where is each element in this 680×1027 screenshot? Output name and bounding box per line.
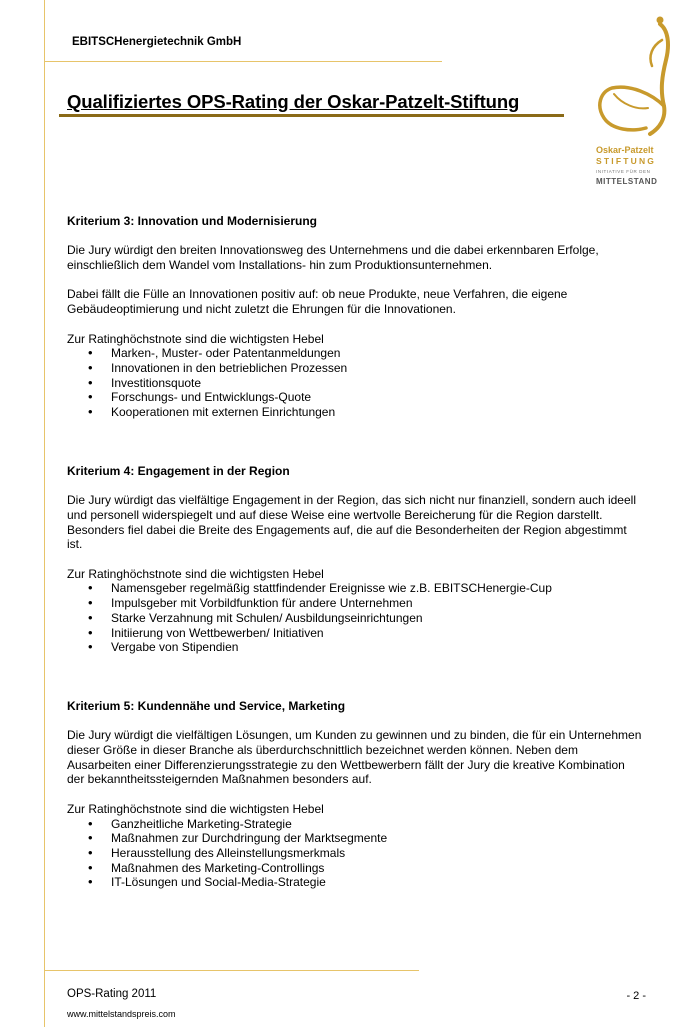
footer-title: OPS-Rating 2011 (67, 988, 157, 1000)
lever-intro: Zur Ratinghöchstnote sind die wichtigsten Hebel (67, 566, 324, 581)
logo-text-mittelstand: MITTELSTAND (596, 177, 658, 186)
paragraph: Dabei fällt die Fülle an Innovationen positiv auf: ob neue Produkte, neue Verfahren, die eigene Gebäudeoptimierung und nicht zuletzt die Ehrungen für die Innovationen. (67, 287, 568, 317)
list-item: • Innovationen in den betrieblichen Prozessen (67, 361, 642, 376)
list-item: • Impulsgeber mit Vorbildfunktion für andere Unternehmen (67, 596, 642, 611)
lever-list (67, 346, 642, 420)
list-item: • Herausstellung des Alleinstellungsmerkmals (67, 846, 642, 861)
page-title: Qualifiziertes OPS-Rating der Oskar-Patzelt-Stiftung (67, 91, 520, 112)
page-number: - 2 - (626, 990, 646, 1002)
section-spacer (67, 420, 642, 464)
list-item: • Maßnahmen zur Durchdringung der Marktsegmente (67, 831, 642, 846)
list-item: • IT-Lösungen und Social-Media-Strategie (67, 875, 642, 890)
lever-list (67, 581, 642, 655)
company-name: EBITSCHenergietechnik GmbH (72, 36, 242, 48)
oskar-patzelt-logo-figure (590, 10, 680, 195)
logo-text-stiftung: STIFTUNG (596, 156, 657, 166)
header-rule (44, 61, 442, 62)
criterion-4 (67, 464, 642, 655)
list-item: • Maßnahmen des Marketing-Controllings (67, 861, 642, 876)
list-item: • Kooperationen mit externen Einrichtungen (67, 405, 642, 420)
list-item: • Marken-, Muster- oder Patentanmeldungen (67, 346, 642, 361)
list-item: • Forschungs- und Entwicklungs-Quote (67, 390, 642, 405)
document-body (67, 214, 642, 890)
criterion-3 (67, 214, 642, 420)
lever-list (67, 817, 642, 891)
logo-text-initiative: INITIATIVE FÜR DEN (596, 169, 651, 174)
criterion-heading: Kriterium 3: Innovation und Modernisierung (67, 214, 318, 228)
criterion-heading: Kriterium 5: Kundennähe und Service, Marketing (67, 698, 346, 713)
paragraph: Die Jury würdigt den breiten Innovationsweg des Unternehmens und die dabei erkennbaren Erfolge, einschließlich dem Wandel vom Installations- hin zum Produktionsunternehmen. (67, 243, 599, 273)
list-item: • Investitionsquote (67, 376, 642, 391)
list-item: • Ganzheitliche Marketing-Strategie (67, 817, 642, 832)
lever-intro: Zur Ratinghöchstnote sind die wichtigsten Hebel (67, 801, 324, 816)
title-underline-rule (59, 114, 564, 117)
section-spacer (67, 655, 642, 699)
left-margin-rule (44, 0, 45, 1027)
paragraph: Die Jury würdigt das vielfältige Engagement in der Region, das sich nicht nur finanziell, sondern auch ideell und personell widerspiegelt und auf diese Weise eine wertvolle Bereicherung für die Region darstellt. Besonders fiel dabei die Breite des Engagements auf, die auf die Besonderheiten der Region abgestimmt ist. (67, 493, 636, 552)
list-item: • Initiierung von Wettbewerben/ Initiativen (67, 626, 642, 641)
list-item: • Namensgeber regelmäßig stattfindender Ereignisse wie z.B. EBITSCHenergie-Cup (67, 581, 642, 596)
criterion-5 (67, 699, 642, 890)
list-item: • Starke Verzahnung mit Schulen/ Ausbildungseinrichtungen (67, 611, 642, 626)
criterion-heading: Kriterium 4: Engagement in der Region (67, 463, 290, 478)
logo-text-oskar-patzelt: Oskar-Patzelt (596, 145, 654, 155)
footer-rule (44, 970, 419, 971)
lever-intro: Zur Ratinghöchstnote sind die wichtigsten Hebel (67, 331, 324, 346)
footer-url: www.mittelstandspreis.com (67, 1009, 176, 1019)
list-item: • Vergabe von Stipendien (67, 640, 642, 655)
paragraph: Die Jury würdigt die vielfältigen Lösungen, um Kunden zu gewinnen und zu binden, die für ein Unternehmen dieser Größe in dieser Branche als überdurchschnittlich bezeichnet werden können. Neben dem Ausarbeiten einer Differenzierungsstrategie zu den Wettbewerbern fällt der Jury die kreative Kombination der bekanntheitssteigernden Maßnahmen besonders auf. (67, 728, 642, 787)
